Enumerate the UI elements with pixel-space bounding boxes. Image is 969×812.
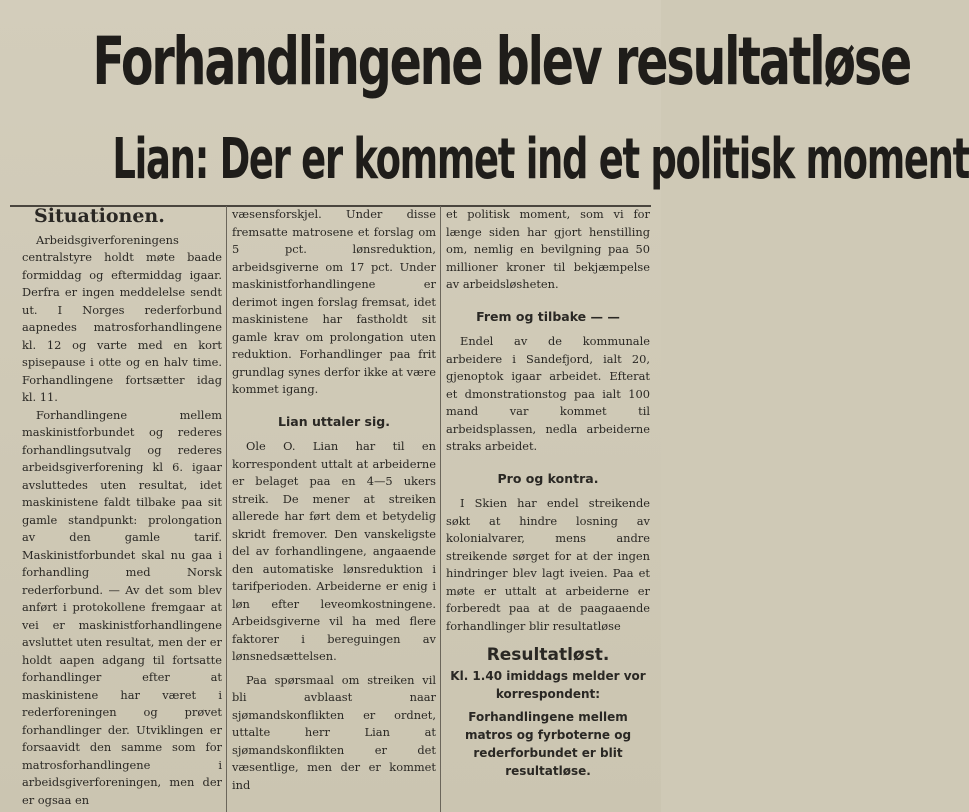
section-heading-pro: Pro og kontra. — [497, 470, 599, 486]
paragraph: væsensforskjel. Under disse fremsatte matrosene et forslag om 5 pct. lønsreduktion, arbeidsgiverne om 17 pct. Under maskinistforhandlingene er derimot ingen forslag fremsat, idet maskinistene har fastholdt sit gamle krav om prolongation uten reduktion. Forhandlinger paa frit grundlag synes derfor ikke at være kommet igang. — [232, 207, 436, 396]
result-lead: Kl. 1.40 imiddags melder vor korrespondent: — [450, 668, 646, 701]
column-3 — [446, 204, 650, 812]
column-divider — [226, 206, 227, 812]
column-2 — [232, 204, 436, 812]
paragraph: I Skien har endel streikende søkt at hindre losning av kolonialvarer, mens andre streikende sørget for at der ingen hindringer blev lagt iveien. Paa et møte er uttalt at arbeiderne er forberedt paa at de paagaaende forhandlinger blir resultatløse — [446, 496, 650, 633]
headline: Forhandlingene blev resultatløse — [92, 23, 911, 100]
column-divider — [440, 206, 441, 812]
paragraph: Ole O. Lian har til en korrespondent uttalt at arbeiderne er belaget paa en 4—5 ukers streik. De mener at streiken allerede har ført dem et betydelig skridt fremover. Den vanskeligste del av forhandlingene, angaaende den automatiske lønsreduktion i tarifperioden. Arbeiderne er enig i løn efter leveomkostningene. Arbeidsgiverne vil ha med flere faktorer i bereguingen av lønsnedsættelsen. — [232, 439, 436, 663]
subheadline: Lian: Der er kommet ind et politisk moment — [112, 127, 969, 192]
paragraph: Arbeidsgiverforeningens centralstyre holdt møte baade formiddag og eftermiddag igaar. Derfra er ingen meddelelse sendt ut. I Norges rederforbund aapnedes matrosforhandlingene kl. 12 og varte med en kort spisepause i otte og en halv time. Forhandlingene fortsætter idag kl. 11. — [22, 232, 222, 404]
paragraph: Endel av de kommunale arbeidere i Sandefjord, ialt 20, gjenoptok igaar arbeidet. Efterat et dmonstrationstog paa ialt 100 mand var kommet til arbeidsplassen, nedla arbeiderne straks arbeidet. — [446, 334, 650, 453]
paragraph: Forhandlingene mellem maskinistforbundet og rederes forhandlingsutvalg og rederes arbeidsgiverforening kl 6. igaar avsluttedes uten resultat, idet maskinistene faldt tilbake paa sit gamle standpunkt: prolongation av den gamle tarif. Maskinistforbundet skal nu gaa i forhandling med Norsk rederforbund. — Av det som blev anført i protokollene fremgaar at vei er maskinistforhandlingene avsluttet uten resultat, men der er holdt aapen adgang til fortsatte forhandlinger efter at maskinistene har været i rederforeningen og prøvet forhandlinger der. Utviklingen er forsaavidt den samme som for matrosforhandlingene i arbeidsgiverforeningen, men der er ogsaa en — [22, 407, 222, 807]
column-1 — [22, 204, 222, 812]
section-heading-result: Resultatløst. — [486, 645, 610, 665]
paragraph: Paa spørsmaal om streiken vil bli avblaast naar sjømandskonflikten er ordnet, uttalte herr Lian at sjømandskonflikten er det væsentlige, men der er kommet ind — [232, 672, 436, 792]
section-heading-situation: Situationen. — [34, 205, 165, 227]
section-heading-lian: Lian uttaler sig. — [278, 413, 390, 429]
section-heading-frem: Frem og tilbake — — — [476, 308, 620, 324]
result-text: Forhandlingene mellem matros og fyrboterne og rederforbundet er blit resultatløse. — [464, 709, 632, 778]
paragraph: et politisk moment, som vi for længe siden har gjort henstilling om, nemlig en bevilgning paa 50 millioner kroner til bekjæmpelse av arbeidsløsheten. — [446, 207, 650, 291]
